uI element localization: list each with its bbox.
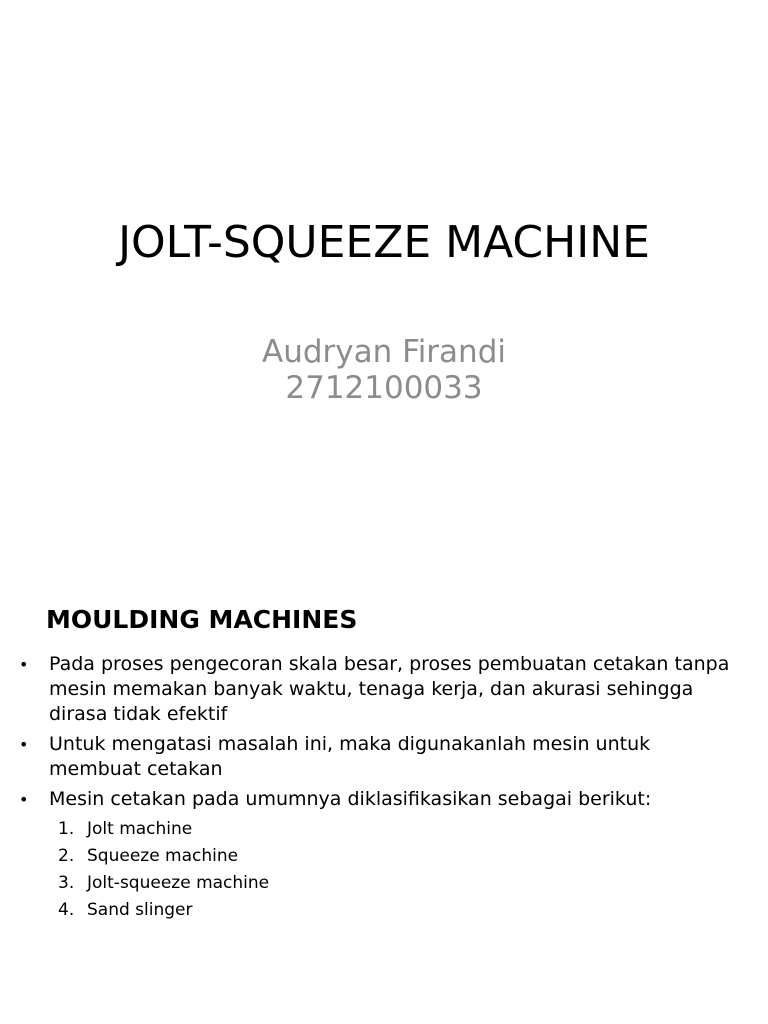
item-label: Jolt-squeeze machine (87, 873, 270, 893)
bullet-text: Pada proses pengecoran skala besar, proses pembuatan cetakan tanpa mesin memakan banyak waktu, tenaga kerja, dan akurasi sehingga dirasa tidak efektif (49, 653, 730, 725)
slide-heading: MOULDING MACHINES (46, 605, 358, 634)
numbered-list (0, 816, 269, 924)
item-number: 2. (58, 846, 75, 866)
bullet-item (0, 652, 768, 727)
bullet-icon: • (19, 735, 29, 754)
bullet-text: Untuk mengatasi masalah ini, maka digunakanlah mesin untuk membuat cetakan (49, 733, 651, 780)
bullet-icon: • (19, 790, 29, 809)
numbered-item (0, 816, 269, 843)
numbered-item (0, 843, 269, 870)
item-number: 1. (58, 819, 75, 839)
item-label: Sand slinger (87, 900, 193, 920)
content-slide (0, 576, 768, 1024)
author-name: Audryan Firandi (262, 334, 506, 370)
item-label: Jolt machine (87, 819, 193, 839)
bullet-icon: • (19, 655, 29, 674)
bullet-item (0, 787, 768, 812)
bullet-text: Mesin cetakan pada umumnya diklasifikasikan sebagai berikut: (49, 788, 652, 810)
student-id: 2712100033 (285, 370, 483, 406)
slide-title: JOLT-SQUEEZE MACHINE (118, 217, 650, 268)
numbered-item (0, 870, 269, 897)
slide-subtitle (0, 334, 768, 406)
item-label: Squeeze machine (87, 846, 239, 866)
item-number: 3. (58, 873, 75, 893)
item-number: 4. (58, 900, 75, 920)
bullet-item (0, 732, 768, 782)
numbered-item (0, 897, 269, 924)
bullet-list (0, 652, 768, 817)
